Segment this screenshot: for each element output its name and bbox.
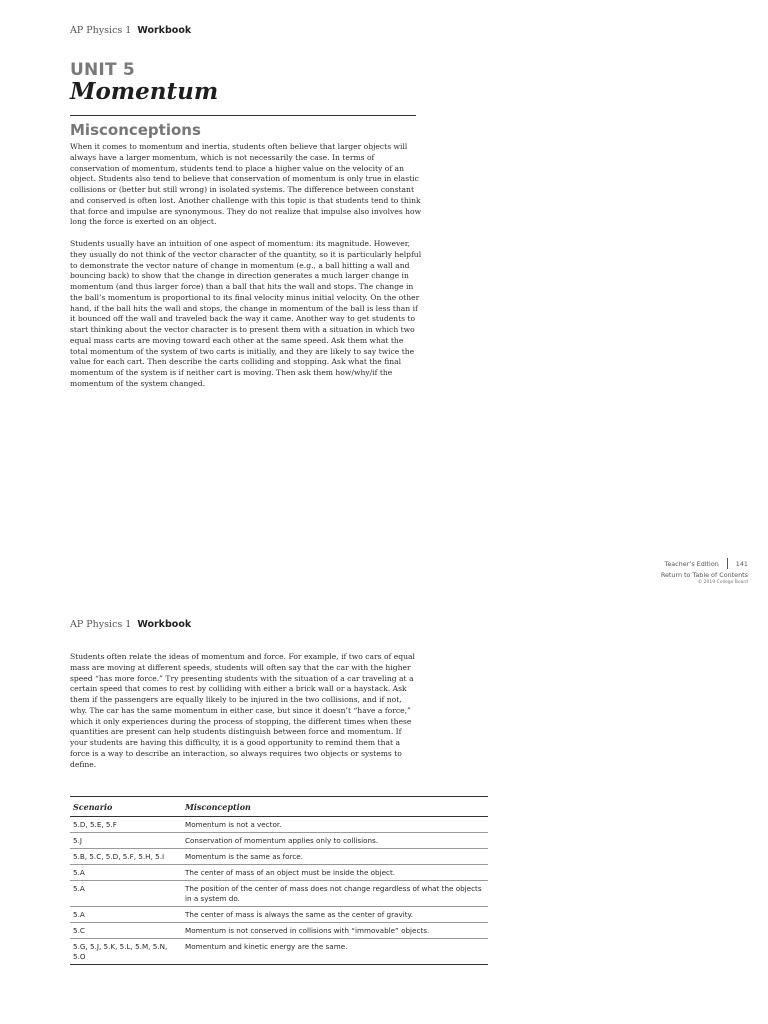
scenario-cell: 5.A: [70, 907, 182, 923]
running-header: [70, 25, 191, 36]
table-row: [70, 817, 488, 833]
table-row: [70, 833, 488, 849]
body-paragraph: When it comes to momentum and inertia, students often believe that larger objects will always have a larger momentum, which is not necessarily the case. In terms of conservation of momentum, students tend to place a higher value on the velocity of an object. Students also tend to believe that conservation of momentum is only true in elastic collisions or (better but still wrong) in isolated systems. The difference between constant and conserved is often lost. Another challenge with this topic is that students tend to think that force and impulse are synonymous. They do not realize that impulse also involves how long the force is exerted on an object.: [70, 142, 422, 227]
misconception-cell: The position of the center of mass does not change regardless of what the objects in a system do.: [182, 881, 488, 907]
scenario-cell: 5.A: [70, 881, 182, 907]
course-name: AP Physics 1: [70, 619, 132, 630]
misconception-cell: The center of mass is always the same as the center of gravity.: [182, 907, 488, 923]
misconception-cell: The center of mass of an object must be inside the object.: [182, 865, 488, 881]
table-row: [70, 923, 488, 939]
book-name: Workbook: [137, 619, 192, 630]
body-paragraph: Students usually have an intuition of one aspect of momentum: its magnitude. However, they usually do not think of the vector character of the quantity, so it is particularly helpful to demonstrate the vector nature of change in momentum (e.g., a ball hitting a wall and bouncing back) to show that the change in direction generates a much larger change in momentum (and thus larger force) than a ball that hits the wall and stops. The change in the ball’s momentum is proportional to its final velocity minus initial velocity. On the other hand, if the ball hits the wall and stops, the change in momentum of the ball is less than if it bounced off the wall and traveled back the way it came. Another way to get students to start thinking about the vector character is to present them with a situation in which two equal mass carts are moving toward each other at the same speed. Ask them what the total momentum of the system of two carts is initially, and they are likely to say twice the value for each cart. Then describe the carts colliding and stopping. Ask what the final momentum of the system is if neither cart is moving. Then ask them how/why/if the momentum of the system changed.: [70, 239, 422, 388]
misconception-cell: Conservation of momentum applies only to collisions.: [182, 833, 488, 849]
table-row: [70, 865, 488, 881]
edition-label: Teacher’s Edition: [664, 559, 719, 568]
scenario-cell: 5.B, 5.C, 5.D, 5.F, 5.H, 5.I: [70, 849, 182, 865]
return-to-toc-link[interactable]: Return to Table of Contents: [660, 571, 748, 579]
table-row: [70, 881, 488, 907]
table-row: [70, 849, 488, 865]
copyright: © 2019 College Board: [697, 580, 748, 585]
column-header-scenario: Scenario: [70, 797, 182, 817]
page-footer: [661, 558, 748, 585]
misconception-cell: Momentum is not a vector.: [182, 817, 488, 833]
section-heading: Misconceptions: [70, 121, 201, 139]
scenario-cell: 5.G, 5.J, 5.K, 5.L, 5.M, 5.N, 5.O: [70, 939, 182, 965]
misconception-cell: Momentum and kinetic energy are the same.: [182, 939, 488, 965]
misconception-cell: Momentum is the same as force.: [182, 849, 488, 865]
book-name: Workbook: [137, 25, 192, 36]
scenario-cell: 5.D, 5.E, 5.F: [70, 817, 182, 833]
misconceptions-table: [70, 796, 488, 965]
scenario-cell: 5.A: [70, 865, 182, 881]
page-number: 141: [735, 559, 748, 568]
scenario-cell: 5.C: [70, 923, 182, 939]
misconception-cell: Momentum is not conserved in collisions with “immovable” objects.: [182, 923, 488, 939]
title-divider: [70, 115, 416, 116]
table-header-row: [70, 797, 488, 817]
scenario-cell: 5.J: [70, 833, 182, 849]
page-two: [0, 612, 768, 1024]
unit-title: Momentum: [70, 78, 219, 105]
body-paragraph: Students often relate the ideas of momentum and force. For example, if two cars of equal mass are moving at different speeds, students will often say that the car with the higher speed “has more force.” Try presenting students with the situation of a car traveling at a certain speed that comes to rest by colliding with either a brick wall or a haystack. Ask them if the passengers are equally likely to be injured in the two collisions, and if not, why. The car has the same momentum in either case, but since it doesn’t “have a force,” which it only experiences during the process of stopping, the different times when these quantities are present can help students distinguish between force and momentum. If your students are having this difficulty, it is a good opportunity to remind them that a force is a way to describe an interaction, so always requires two objects or systems to define.: [70, 652, 415, 769]
table-row: [70, 907, 488, 923]
unit-label: UNIT 5: [70, 60, 135, 80]
column-header-misconception: Misconception: [182, 797, 488, 817]
table-row: [70, 939, 488, 965]
course-name: AP Physics 1: [70, 25, 132, 36]
running-header: [70, 619, 191, 630]
footer-divider: [727, 558, 728, 569]
